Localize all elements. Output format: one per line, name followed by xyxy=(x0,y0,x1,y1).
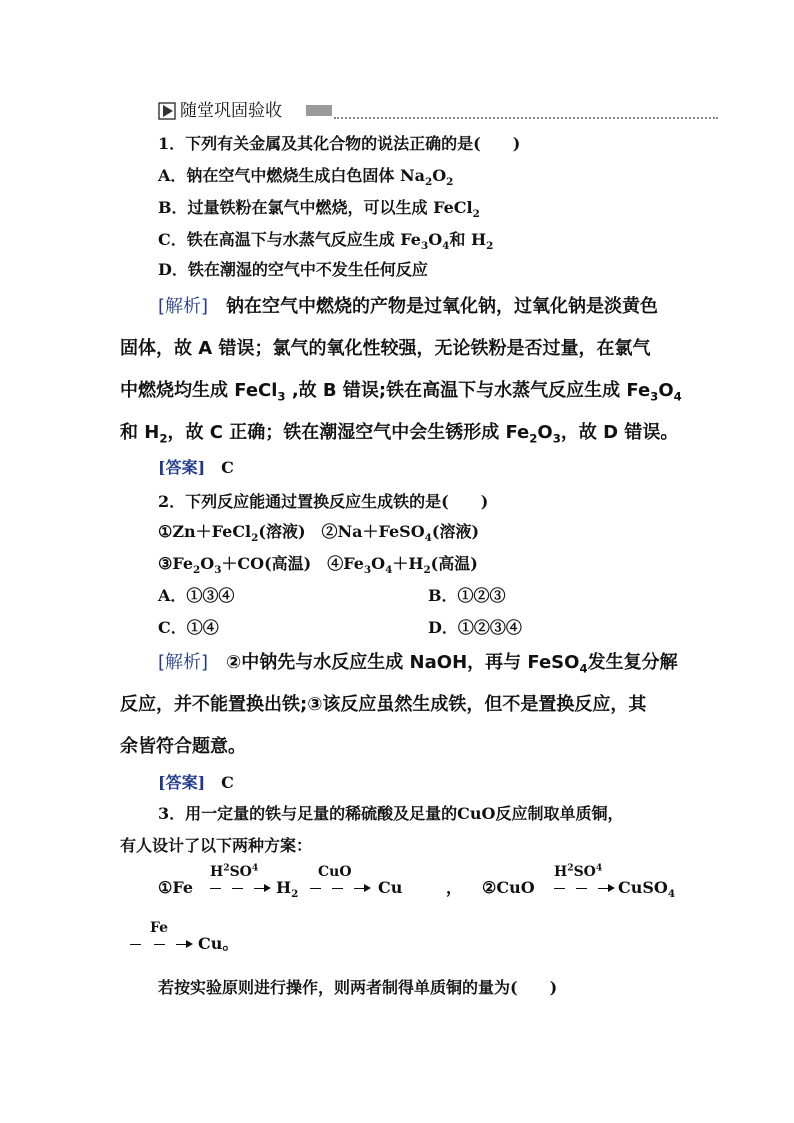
play-arrow-icon xyxy=(158,102,176,120)
q1-option-d: D．铁在潮湿的空气中不发生任何反应 xyxy=(158,260,428,279)
scheme2-cuso4: CuSO$_4$ xyxy=(618,878,676,901)
label-h2so4-1: $H^2SO^4$ xyxy=(210,862,259,880)
arrow-head-icon xyxy=(364,884,371,892)
arrow-dash xyxy=(554,888,565,889)
q2-analysis-line1: [解析] ②中钠先与水反应生成 NaOH，再与 FeSO$_4$发生复分解 xyxy=(158,652,678,676)
label-fe: Fe xyxy=(150,920,169,936)
scheme1-h2: $H_2$ xyxy=(276,878,299,901)
q1-analysis-line1: [解析] 钠在空气中燃烧的产物是过氧化钠，过氧化钠是淡黄色 xyxy=(158,296,659,317)
answer-tag: [答案] xyxy=(158,773,206,792)
scheme1-start: ①Fe xyxy=(158,878,194,897)
scheme2-start: ②CuO xyxy=(482,878,535,897)
section-title: 随堂巩固验收 xyxy=(180,101,282,121)
label-h2so4-2: $H^2SO^4$ xyxy=(554,862,603,880)
q2-answer: [答案] C xyxy=(158,773,234,792)
q1-analysis-line4: 和 $H_2$，故 C 正确；铁在潮湿空气中会生锈形成 $Fe_2O_3$，故 D 错误。 xyxy=(120,422,679,446)
q3-question: 若按实验原则进行操作，则两者制得单质铜的量为( ) xyxy=(158,978,558,997)
arrow-head-icon xyxy=(608,884,615,892)
q1-option-c: C．铁在高温下与水蒸气反应生成 $Fe_3O_4$和 $H_2$ xyxy=(158,230,494,253)
answer-tag: [答案] xyxy=(158,458,206,477)
header-bar xyxy=(306,105,332,116)
q2-option-a: A．①③④ xyxy=(158,586,235,605)
scheme-separator: ， xyxy=(446,878,463,897)
q2-option-b: B．①②③ xyxy=(428,586,506,605)
q2-analysis-line2: 反应，并不能置换出铁;③该反应虽然生成铁，但不是置换反应，其 xyxy=(120,694,647,715)
scheme1-cu: Cu xyxy=(378,878,403,897)
q2-analysis-line3: 余皆符合题意。 xyxy=(120,736,246,757)
q1-option-b: B．过量铁粉在氯气中燃烧，可以生成 FeCl$_2$ xyxy=(158,198,480,221)
q1-option-a: A．钠在空气中燃烧生成白色固体 $Na_2O_2$ xyxy=(158,166,454,189)
arrow-dash xyxy=(210,888,221,889)
arrow-dash xyxy=(310,888,321,889)
scheme2-cu-end: Cu。 xyxy=(198,934,239,953)
arrow-dash xyxy=(154,944,165,945)
q1-answer: [答案] C xyxy=(158,458,234,477)
q2-option-d: D．①②③④ xyxy=(428,618,522,637)
analysis-tag: [解析] xyxy=(158,296,209,317)
arrow-dash xyxy=(332,888,343,889)
arrow-dash xyxy=(576,888,587,889)
arrow-head-icon xyxy=(264,884,271,892)
q2-stem: 2．下列反应能通过置换反应生成铁的是( ) xyxy=(158,492,489,511)
arrow-dash xyxy=(232,888,243,889)
q1-analysis-line3: 中燃烧均生成 FeCl$_3$ ,故 B 错误;铁在高温下与水蒸气反应生成 $Fe_3O_4$ xyxy=(120,380,682,404)
q3-stem-line1: 3．用一定量的铁与足量的稀硫酸及足量的CuO反应制取单质铜， xyxy=(158,804,624,823)
arrow-head-icon xyxy=(186,940,193,948)
q2-reactions-row2: $③Fe_2O_3+CO$(高温) $④Fe_3O_4+H_2$(高温) xyxy=(158,554,478,577)
q2-option-c: C．①④ xyxy=(158,618,219,637)
analysis-tag: [解析] xyxy=(158,652,209,673)
q2-reactions-row1: ①Zn＋FeCl$_2$(溶液) ②Na＋FeSO$_4$(溶液) xyxy=(158,522,480,545)
arrow-dash xyxy=(130,944,141,945)
header-dotted-rule xyxy=(334,117,718,119)
q1-stem: 1．下列有关金属及其化合物的说法正确的是( ) xyxy=(158,134,521,153)
q1-analysis-line2: 固体，故 A 错误；氯气的氧化性较强，无论铁粉是否过量，在氯气 xyxy=(120,338,651,359)
section-header xyxy=(158,100,718,122)
label-cuo: CuO xyxy=(318,864,352,880)
q3-stem-line2: 有人设计了以下两种方案： xyxy=(120,836,313,855)
